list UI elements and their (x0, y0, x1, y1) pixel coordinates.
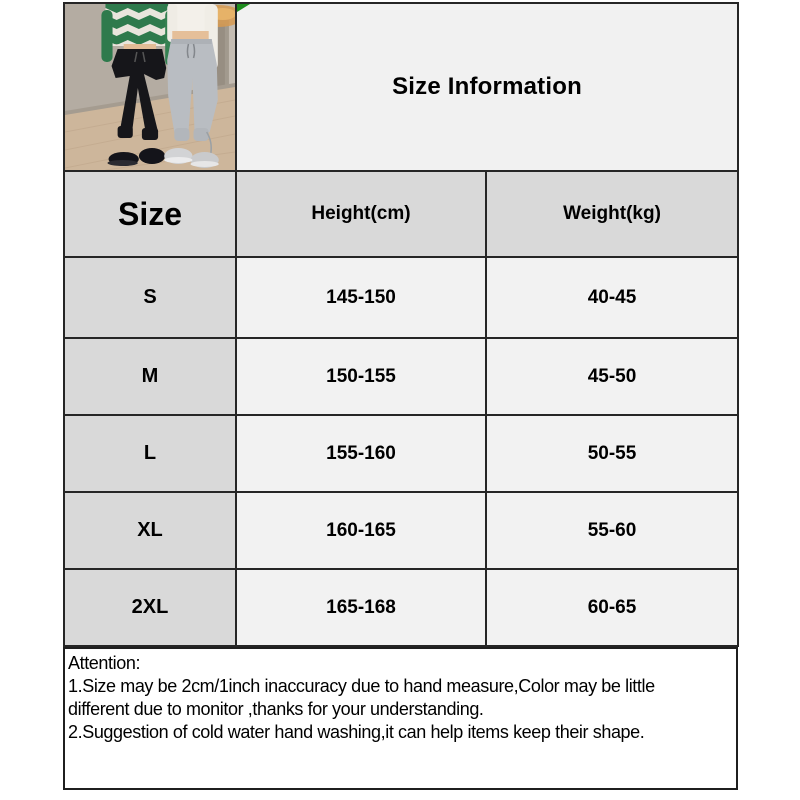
table-row-2xl (64, 569, 738, 646)
height-value: 150-155 (236, 338, 486, 415)
size-table (63, 2, 739, 647)
attention-line-1: 1.Size may be 2cm/1inch inaccuracy due to hand measure,Color may be little (68, 676, 655, 696)
size-label: M (64, 338, 236, 415)
weight-value: 40-45 (486, 257, 738, 338)
weight-value: 50-55 (486, 415, 738, 492)
table-row-m (64, 338, 738, 415)
height-value: 155-160 (236, 415, 486, 492)
green-corner-marker-icon (237, 4, 250, 12)
size-label: L (64, 415, 236, 492)
size-label: S (64, 257, 236, 338)
height-value: 160-165 (236, 492, 486, 569)
weight-value: 55-60 (486, 492, 738, 569)
column-header-size: Size (64, 171, 236, 257)
weight-value: 45-50 (486, 338, 738, 415)
column-header-weight: Weight(kg) (486, 171, 738, 257)
product-photo-illustration (65, 4, 235, 170)
attention-box (63, 647, 738, 790)
table-row-l (64, 415, 738, 492)
product-photo (64, 3, 236, 171)
table-row-s (64, 257, 738, 338)
photo-and-title-row (64, 3, 738, 171)
size-information-header-cell (236, 3, 738, 171)
height-value: 165-168 (236, 569, 486, 646)
size-chart-sheet (63, 2, 737, 790)
weight-value: 60-65 (486, 569, 738, 646)
attention-line-2: different due to monitor ,thanks for your understanding. (68, 699, 484, 719)
table-header-row (64, 171, 738, 257)
size-label: XL (64, 492, 236, 569)
table-row-xl (64, 492, 738, 569)
attention-title: Attention: (68, 653, 141, 673)
attention-line-3: 2.Suggestion of cold water hand washing,it can help items keep their shape. (68, 722, 645, 742)
height-value: 145-150 (236, 257, 486, 338)
column-header-height: Height(cm) (236, 171, 486, 257)
size-information-title: Size Information (392, 73, 582, 100)
size-label: 2XL (64, 569, 236, 646)
